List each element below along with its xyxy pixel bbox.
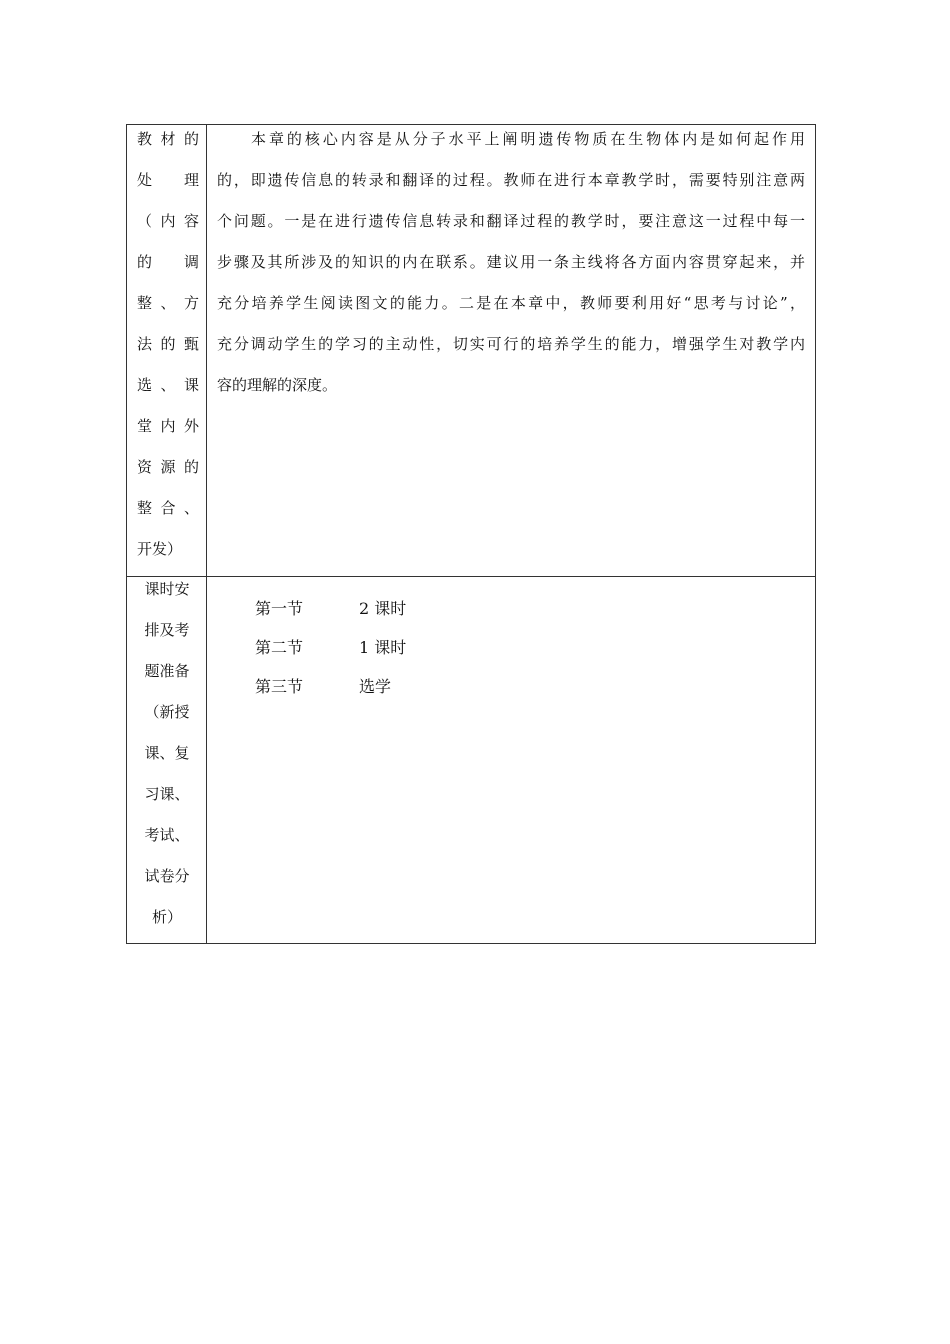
paragraph-line: 个问题。一是在进行遗传信息转录和翻译过程的教学时，要注意这一过程中每一 <box>217 212 805 230</box>
label-line: 处 理 <box>137 171 199 189</box>
label-line: 考试、 <box>144 826 190 844</box>
class-schedule-row <box>127 576 815 943</box>
class-schedule-label-cell <box>127 576 207 943</box>
label-line: 的 调 <box>137 253 199 271</box>
schedule-section-hours: 选学 <box>359 677 392 696</box>
label-line: （内容 <box>137 212 199 230</box>
paragraph-line: 容的理解的深度。 <box>217 376 338 394</box>
schedule-section-name: 第三节 <box>255 677 304 696</box>
paragraph-line: 充分调动学生的学习的主动性，切实可行的培养学生的能力，增强学生对教学内 <box>217 335 805 353</box>
label-line: 课时安 <box>144 580 190 598</box>
label-line: 教材的 <box>137 130 199 148</box>
paragraph-line: 步骤及其所涉及的知识的内在联系。建议用一条主线将各方面内容贯穿起来，并 <box>217 253 805 271</box>
label-line: 开发） <box>137 540 183 558</box>
lesson-plan-table <box>126 124 816 944</box>
label-line: 整、方 <box>137 294 199 312</box>
label-line: 整合、 <box>137 499 199 517</box>
label-line: 试卷分 <box>144 867 190 885</box>
schedule-section-hours: 1 课时 <box>359 638 407 657</box>
label-line: 析） <box>151 908 182 926</box>
paragraph-line: 本章的核心内容是从分子水平上阐明遗传物质在生物体内是如何起作用 <box>251 130 805 148</box>
teaching-material-label-cell <box>127 125 207 576</box>
schedule-section-name: 第二节 <box>255 638 304 657</box>
label-line: 法的甄 <box>137 335 199 353</box>
label-line: 课、复 <box>144 744 190 762</box>
label-line: （新授 <box>144 703 190 721</box>
label-line: 资源的 <box>137 458 199 476</box>
label-line: 选、课 <box>137 376 199 394</box>
label-line: 堂内外 <box>137 417 199 435</box>
class-schedule-content-cell <box>207 576 815 943</box>
schedule-section-hours: 2 课时 <box>359 599 407 618</box>
paragraph-line: 充分培养学生阅读图文的能力。二是在本章中，教师要利用好“思考与讨论”， <box>217 294 805 312</box>
teaching-material-content-cell <box>207 125 815 576</box>
label-line: 排及考 <box>144 621 190 639</box>
teaching-material-row <box>127 125 815 577</box>
label-line: 习课、 <box>144 785 190 803</box>
schedule-section-name: 第一节 <box>255 599 304 618</box>
paragraph-line: 的，即遗传信息的转录和翻译的过程。教师在进行本章教学时，需要特别注意两 <box>217 171 805 189</box>
label-line: 题准备 <box>144 662 190 680</box>
